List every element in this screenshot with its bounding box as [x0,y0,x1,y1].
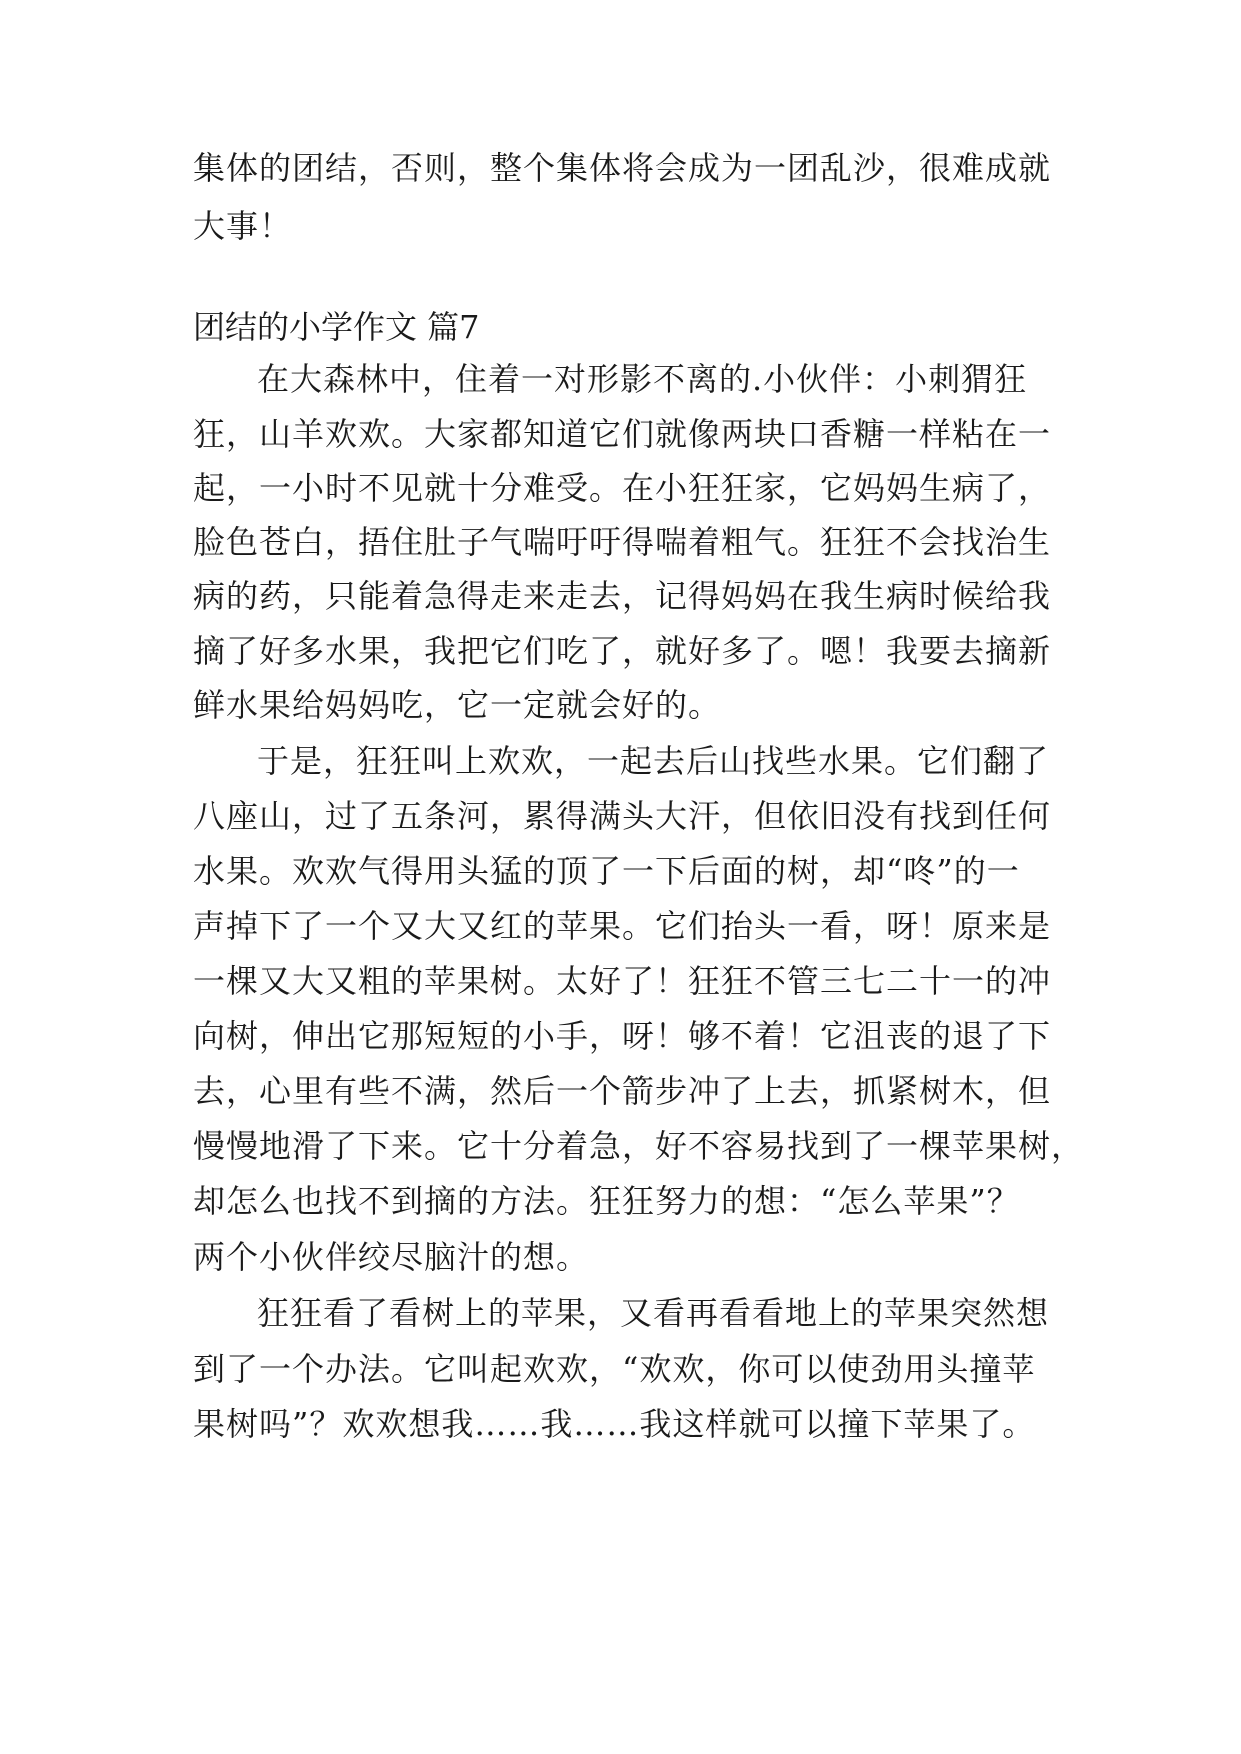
paragraph-line: 鲜水果给妈妈吃，它一定就会好的。 [193,686,722,724]
paragraph-line: 狂狂看了看树上的苹果，又看再看看地上的苹果突然想 [257,1294,1050,1332]
paragraph-line: 八座山，过了五条河，累得满头大汗，但依旧没有找到任何 [193,797,1052,835]
intro-line: 大事！ [193,207,293,245]
paragraph-line: 病的药，只能着急得走来走去，记得妈妈在我生病时候给我 [193,577,1052,615]
paragraph-line: 到了一个办法。它叫起欢欢，“欢欢，你可以使劲用头撞苹 [193,1350,1036,1388]
intro-line: 集体的团结，否则，整个集体将会成为一团乱沙，很难成就 [193,149,1052,187]
section-title: 团结的小学作文 篇7 [193,308,480,346]
paragraph-line: 却怎么也找不到摘的方法。狂狂努力的想：“怎么苹果”？ [193,1182,1020,1220]
paragraph-line: 一棵又大又粗的苹果树。太好了！狂狂不管三七二十一的冲 [193,962,1052,1000]
paragraph-line: 向树，伸出它那短短的小手，呀！够不着！它沮丧的退了下 [193,1017,1052,1055]
paragraph-line: 起，一小时不见就十分难受。在小狂狂家，它妈妈生病了， [193,469,1052,507]
paragraph-line: 狂，山羊欢欢。大家都知道它们就像两块口香糖一样粘在一 [193,415,1052,453]
paragraph-line: 慢慢地滑了下来。它十分着急，好不容易找到了一棵苹果树， [193,1127,1085,1165]
paragraph-line: 于是，狂狂叫上欢欢，一起去后山找些水果。它们翻了 [257,742,1050,780]
paragraph-line: 脸色苍白，捂住肚子气喘吁吁得喘着粗气。狂狂不会找治生 [193,523,1052,561]
paragraph-line: 在大森林中，住着一对形影不离的.小伙伴：小刺猬狂 [257,360,1028,398]
paragraph-line: 两个小伙伴绞尽脑汁的想。 [193,1238,590,1276]
paragraph-line: 声掉下了一个又大又红的苹果。它们抬头一看，呀！原来是 [193,907,1052,945]
paragraph-line: 摘了好多水果，我把它们吃了，就好多了。嗯！我要去摘新 [193,632,1052,670]
paragraph-line: 去，心里有些不满，然后一个箭步冲了上去，抓紧树木，但 [193,1072,1052,1110]
paragraph-line: 果树吗”？欢欢想我……我……我这样就可以撞下苹果了。 [193,1405,1036,1443]
paragraph-line: 水果。欢欢气得用头猛的顶了一下后面的树，却“咚”的一 [193,852,1020,890]
